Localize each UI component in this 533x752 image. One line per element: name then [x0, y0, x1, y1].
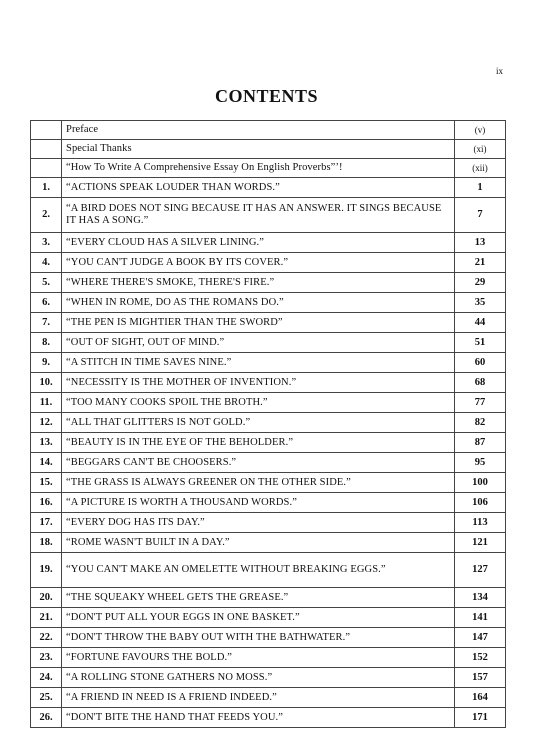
- chapter-number: 14.: [31, 453, 62, 473]
- chapter-title: “A ROLLING STONE GATHERS NO MOSS.”: [62, 668, 455, 688]
- chapter-row: [31, 453, 506, 473]
- chapter-row: [31, 393, 506, 413]
- chapter-row: [31, 293, 506, 313]
- chapter-title: “NECESSITY IS THE MOTHER OF INVENTION.”: [62, 373, 455, 393]
- chapter-row: [31, 373, 506, 393]
- chapter-title: “YOU CAN'T JUDGE A BOOK BY ITS COVER.”: [62, 253, 455, 273]
- contents-table: [30, 120, 506, 728]
- chapter-page: 171: [455, 708, 506, 728]
- chapter-number: 22.: [31, 628, 62, 648]
- chapter-title: “FORTUNE FAVOURS THE BOLD.”: [62, 648, 455, 668]
- chapter-title: “DON'T THROW THE BABY OUT WITH THE BATHWATER.”: [62, 628, 455, 648]
- entry-page: (xii): [455, 159, 506, 178]
- entry-title: Special Thanks: [62, 140, 455, 159]
- chapter-number: 20.: [31, 588, 62, 608]
- chapter-number: 10.: [31, 373, 62, 393]
- chapter-page: 147: [455, 628, 506, 648]
- chapter-page: 152: [455, 648, 506, 668]
- chapter-page: 82: [455, 413, 506, 433]
- chapter-row: [31, 433, 506, 453]
- chapter-page: 106: [455, 493, 506, 513]
- chapter-number: 1.: [31, 178, 62, 198]
- chapter-page: 7: [455, 198, 506, 233]
- chapter-row: [31, 608, 506, 628]
- chapter-page: 157: [455, 668, 506, 688]
- chapter-page: 68: [455, 373, 506, 393]
- chapter-row: [31, 588, 506, 608]
- entry-number: [31, 140, 62, 159]
- chapter-number: 6.: [31, 293, 62, 313]
- chapter-title: “OUT OF SIGHT, OUT OF MIND.”: [62, 333, 455, 353]
- chapter-number: 23.: [31, 648, 62, 668]
- chapter-title: “THE SQUEAKY WHEEL GETS THE GREASE.”: [62, 588, 455, 608]
- chapter-number: 7.: [31, 313, 62, 333]
- chapter-row: [31, 553, 506, 588]
- entry-number: [31, 121, 62, 140]
- page-number: ix: [495, 66, 503, 76]
- chapter-number: 19.: [31, 553, 62, 588]
- chapter-row: [31, 273, 506, 293]
- chapter-number: 26.: [31, 708, 62, 728]
- chapter-title: “BEGGARS CAN'T BE CHOOSERS.”: [62, 453, 455, 473]
- chapter-title: “ROME WASN'T BUILT IN A DAY.”: [62, 533, 455, 553]
- chapter-page: 164: [455, 688, 506, 708]
- chapter-page: 29: [455, 273, 506, 293]
- chapter-number: 24.: [31, 668, 62, 688]
- chapter-number: 4.: [31, 253, 62, 273]
- chapter-number: 18.: [31, 533, 62, 553]
- chapter-row: [31, 198, 506, 233]
- chapter-row: [31, 178, 506, 198]
- chapter-page: 44: [455, 313, 506, 333]
- chapter-title: “A STITCH IN TIME SAVES NINE.”: [62, 353, 455, 373]
- chapter-number: 13.: [31, 433, 62, 453]
- chapter-title: “A BIRD DOES NOT SING BECAUSE IT HAS AN ANSWER. IT SINGS BECAUSE IT HAS A SONG.”: [62, 198, 455, 233]
- chapter-row: [31, 413, 506, 433]
- chapter-number: 2.: [31, 198, 62, 233]
- chapter-row: [31, 473, 506, 493]
- entry-title: “How To Write A Comprehensive Essay On English Proverbs”’!: [62, 159, 455, 178]
- front-matter-row: [31, 140, 506, 159]
- chapter-page: 127: [455, 553, 506, 588]
- chapter-number: 15.: [31, 473, 62, 493]
- chapter-title: “WHERE THERE'S SMOKE, THERE'S FIRE.”: [62, 273, 455, 293]
- chapter-row: [31, 353, 506, 373]
- chapter-page: 95: [455, 453, 506, 473]
- entry-page: (v): [455, 121, 506, 140]
- chapter-row: [31, 493, 506, 513]
- chapter-page: 21: [455, 253, 506, 273]
- entry-number: [31, 159, 62, 178]
- chapter-title: “A PICTURE IS WORTH A THOUSAND WORDS.”: [62, 493, 455, 513]
- chapter-row: [31, 313, 506, 333]
- chapter-row: [31, 648, 506, 668]
- chapter-title: “WHEN IN ROME, DO AS THE ROMANS DO.”: [62, 293, 455, 313]
- chapter-page: 51: [455, 333, 506, 353]
- chapter-number: 8.: [31, 333, 62, 353]
- chapter-page: 35: [455, 293, 506, 313]
- chapter-page: 134: [455, 588, 506, 608]
- chapter-title: “A FRIEND IN NEED IS A FRIEND INDEED.”: [62, 688, 455, 708]
- chapter-title: “YOU CAN'T MAKE AN OMELETTE WITHOUT BREAKING EGGS.”: [62, 553, 455, 588]
- chapter-row: [31, 533, 506, 553]
- chapter-page: 141: [455, 608, 506, 628]
- chapter-title: “THE PEN IS MIGHTIER THAN THE SWORD”: [62, 313, 455, 333]
- chapter-title: “ALL THAT GLITTERS IS NOT GOLD.”: [62, 413, 455, 433]
- entry-title: Preface: [62, 121, 455, 140]
- chapter-page: 87: [455, 433, 506, 453]
- chapter-page: 77: [455, 393, 506, 413]
- front-matter-row: [31, 121, 506, 140]
- entry-page: (xi): [455, 140, 506, 159]
- chapter-title: “BEAUTY IS IN THE EYE OF THE BEHOLDER.”: [62, 433, 455, 453]
- chapter-number: 9.: [31, 353, 62, 373]
- page-title: CONTENTS: [214, 86, 319, 106]
- chapter-row: [31, 628, 506, 648]
- front-matter-row: [31, 159, 506, 178]
- chapter-title: “DON'T BITE THE HAND THAT FEEDS YOU.”: [62, 708, 455, 728]
- chapter-title: “THE GRASS IS ALWAYS GREENER ON THE OTHER SIDE.”: [62, 473, 455, 493]
- chapter-number: 3.: [31, 233, 62, 253]
- chapter-title: “EVERY DOG HAS ITS DAY.”: [62, 513, 455, 533]
- chapter-number: 17.: [31, 513, 62, 533]
- chapter-row: [31, 253, 506, 273]
- chapter-number: 12.: [31, 413, 62, 433]
- chapter-page: 100: [455, 473, 506, 493]
- chapter-number: 5.: [31, 273, 62, 293]
- chapter-page: 13: [455, 233, 506, 253]
- chapter-number: 16.: [31, 493, 62, 513]
- chapter-row: [31, 668, 506, 688]
- chapter-page: 113: [455, 513, 506, 533]
- chapter-page: 1: [455, 178, 506, 198]
- chapter-number: 21.: [31, 608, 62, 628]
- chapter-row: [31, 708, 506, 728]
- chapter-number: 11.: [31, 393, 62, 413]
- chapter-row: [31, 233, 506, 253]
- chapter-page: 121: [455, 533, 506, 553]
- chapter-title: “ACTIONS SPEAK LOUDER THAN WORDS.”: [62, 178, 455, 198]
- chapter-page: 60: [455, 353, 506, 373]
- chapter-title: “DON'T PUT ALL YOUR EGGS IN ONE BASKET.”: [62, 608, 455, 628]
- chapter-row: [31, 688, 506, 708]
- chapter-row: [31, 333, 506, 353]
- chapter-number: 25.: [31, 688, 62, 708]
- chapter-row: [31, 513, 506, 533]
- chapter-title: “TOO MANY COOKS SPOIL THE BROTH.”: [62, 393, 455, 413]
- chapter-title: “EVERY CLOUD HAS A SILVER LINING.”: [62, 233, 455, 253]
